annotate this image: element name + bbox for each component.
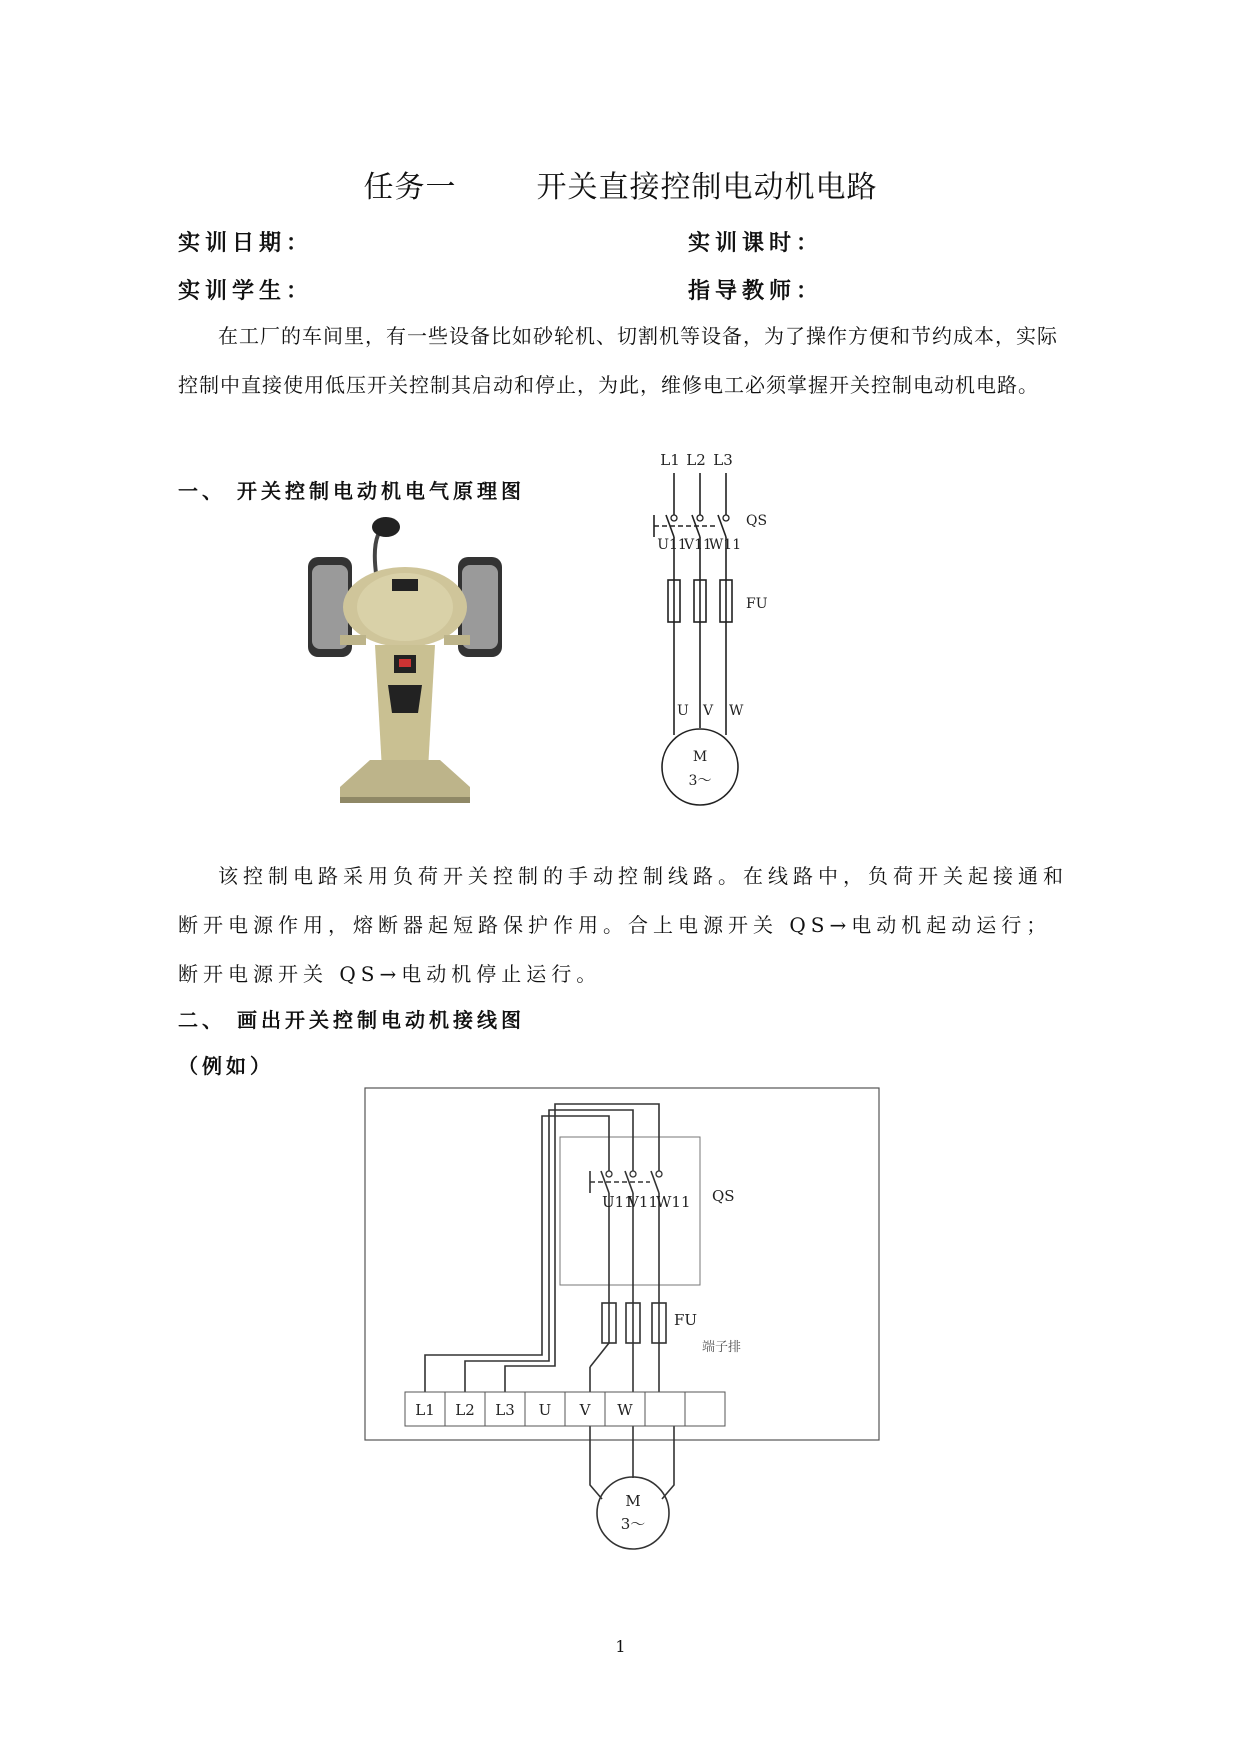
task-number: 任务一 bbox=[363, 170, 457, 205]
instructor-label: 指导教师： bbox=[688, 279, 824, 304]
fuse-label-fu: FU bbox=[746, 596, 768, 612]
switch-label-qs: QS bbox=[746, 513, 768, 529]
training-date-label: 实训日期： bbox=[178, 231, 314, 256]
terminal-label-w11: W11 bbox=[708, 537, 742, 553]
page-number: 1 bbox=[615, 1637, 626, 1656]
task-name: 开关直接控制电动机电路 bbox=[536, 170, 878, 205]
line-label-l3: L3 bbox=[713, 451, 733, 469]
wiring-terminal-v11: V11 bbox=[628, 1193, 658, 1211]
line-label-l2: L2 bbox=[686, 451, 706, 469]
wiring-motor-label: M bbox=[625, 1492, 641, 1510]
training-student-label: 实训学生： bbox=[178, 279, 314, 304]
wiring-fuse-label-fu: FU bbox=[674, 1311, 698, 1329]
wiring-diagram bbox=[362, 1085, 882, 1560]
wiring-motor-phase: 3～ bbox=[620, 1515, 646, 1533]
wiring-switch-label-qs: QS bbox=[712, 1187, 735, 1205]
intro-paragraph: 在工厂的车间里，有一些设备比如砂轮机、切割机等设备，为了操作方便和节约成本，实际控制中直接使用低压开关控制其启动和停止，为此，维修电工必须掌握开关控制电动机电路。 bbox=[178, 324, 1058, 397]
terminal-v: V bbox=[579, 1401, 591, 1419]
example-label: （例如） bbox=[178, 1054, 274, 1078]
switch-box bbox=[560, 1137, 700, 1285]
section-1-heading: 一、 开关控制电动机电气原理图 bbox=[178, 479, 525, 503]
circuit-description: 该控制电路采用负荷开关控制的手动控制线路。在线路中，负荷开关起接通和断开电源作用，熔断器起短路保护作用。合上电源开关 QS→电动机起动运行；断开电源开关 QS→电动机停止运行。 bbox=[178, 864, 1068, 986]
wiring-motor-symbol bbox=[597, 1477, 669, 1549]
section-2-heading: 二、 画出开关控制电动机接线图 bbox=[178, 1008, 525, 1032]
terminal-label-u11: U11 bbox=[657, 537, 687, 553]
terminal-l3: L3 bbox=[495, 1401, 515, 1419]
training-hours-label: 实训课时： bbox=[688, 231, 824, 256]
bench-grinder-image bbox=[300, 515, 510, 815]
motor-phase-label: 3～ bbox=[688, 773, 712, 789]
wiring-terminal-u11: U11 bbox=[602, 1193, 634, 1211]
terminal-u: U bbox=[538, 1401, 552, 1419]
motor-terminal-w: W bbox=[729, 703, 744, 719]
page-title bbox=[0, 162, 1241, 206]
line-label-l1: L1 bbox=[660, 451, 680, 469]
terminal-block-label: 端子排 bbox=[702, 1340, 742, 1355]
wiring-terminal-w11: W11 bbox=[656, 1193, 691, 1211]
electrical-schematic bbox=[648, 445, 798, 820]
motor-terminal-v: V bbox=[703, 703, 714, 719]
motor-label: M bbox=[692, 749, 708, 765]
terminal-l1: L1 bbox=[415, 1401, 435, 1419]
motor-symbol bbox=[662, 729, 738, 805]
terminal-label-v11: V11 bbox=[684, 537, 712, 553]
control-panel-outline bbox=[365, 1088, 879, 1440]
terminal-w: W bbox=[617, 1401, 633, 1419]
terminal-l2: L2 bbox=[455, 1401, 475, 1419]
motor-terminal-u: U bbox=[677, 703, 689, 719]
